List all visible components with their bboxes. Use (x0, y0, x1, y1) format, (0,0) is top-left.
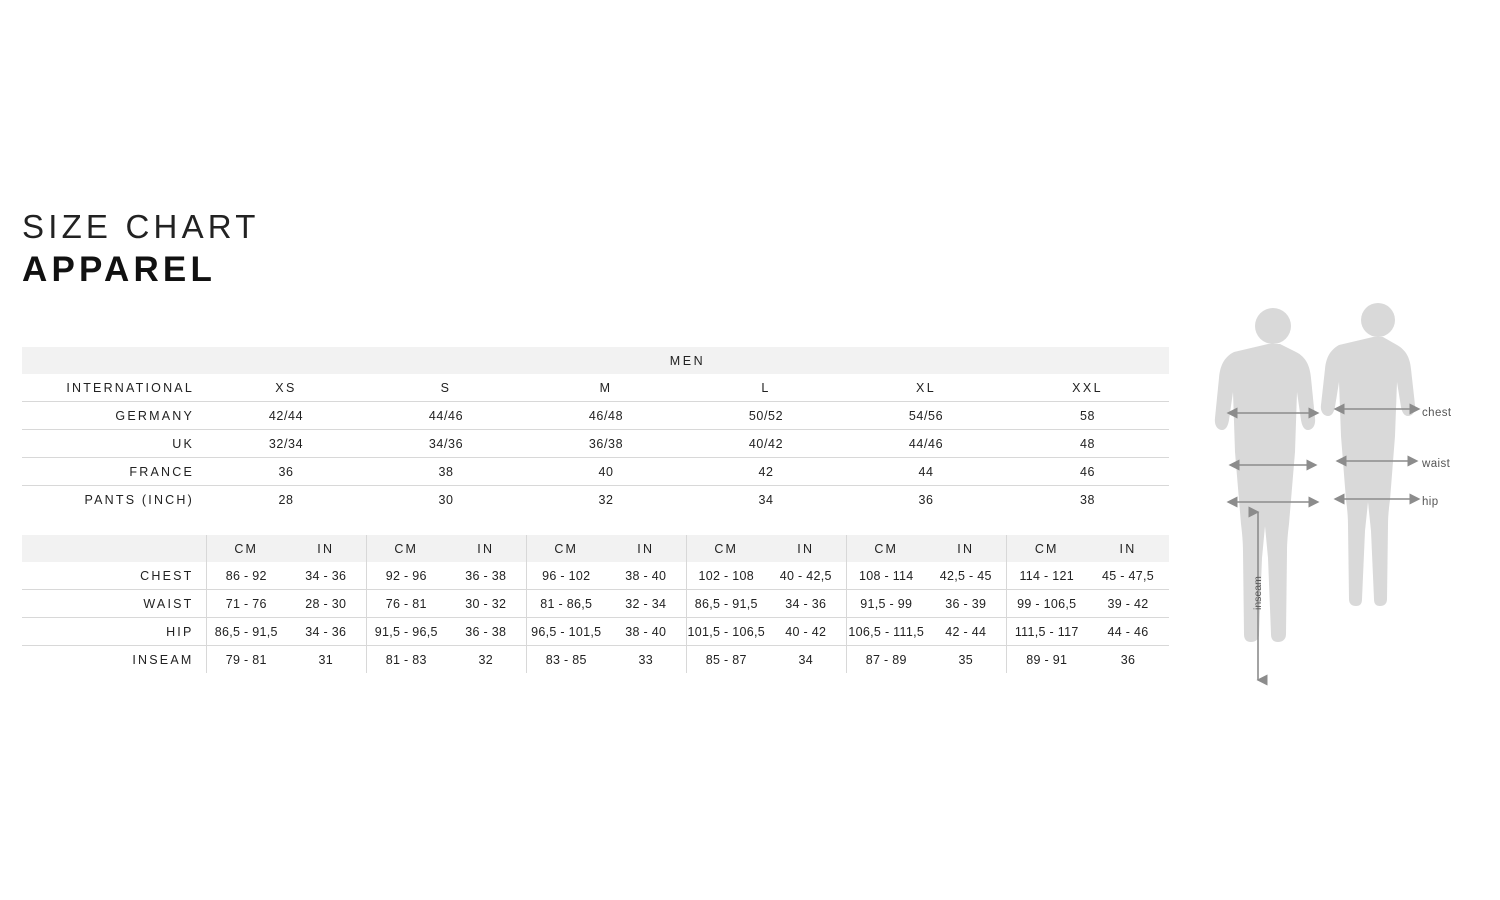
cell-waist-s-cm: 76 - 81 (366, 590, 446, 618)
cell-waist-xxl-in: 39 - 42 (1087, 590, 1169, 618)
cell-international-l: L (686, 374, 846, 402)
cell-france-l: 42 (686, 458, 846, 486)
male-figure-icon (1215, 308, 1315, 642)
cell-hip-xl-cm: 106,5 - 111,5 (846, 618, 926, 646)
cell-inseam-s-cm: 81 - 83 (366, 646, 446, 674)
cell-germany-xxl: 58 (1006, 402, 1169, 430)
cell-france-s: 38 (366, 458, 526, 486)
cell-hip-l-cm: 101,5 - 106,5 (686, 618, 766, 646)
cell-chest-m-cm: 96 - 102 (526, 562, 606, 590)
cell-france-xl: 44 (846, 458, 1006, 486)
measurement-figure (1210, 290, 1490, 710)
cell-hip-xxl-in: 44 - 46 (1087, 618, 1169, 646)
cell-pants-m: 32 (598, 492, 614, 507)
group-header-label: MEN (206, 347, 1169, 374)
table-row (22, 590, 1169, 618)
table-row (22, 430, 1169, 458)
cell-uk-xl: 44/46 (846, 430, 1006, 458)
cell-germany-xs: 42/44 (206, 402, 366, 430)
cell-hip-m-cm: 96,5 - 101,5 (526, 618, 606, 646)
cell-chest-xs-in: 34 - 36 (286, 562, 366, 590)
cell-uk-m: 36/38 (526, 430, 686, 458)
unit-header-spacer (22, 535, 206, 562)
cell-international-m: M (526, 374, 686, 402)
cell-inseam-xxl-cm: 89 - 91 (1006, 646, 1087, 674)
cell-hip-s-in: 36 - 38 (446, 618, 526, 646)
group-header-row (22, 347, 1169, 374)
cell-chest-l-in: 40 - 42,5 (766, 562, 846, 590)
cell-waist-xl-in: 36 - 39 (926, 590, 1006, 618)
cell-inseam-m-in: 33 (638, 652, 653, 667)
unit-header-row (22, 535, 1169, 562)
row-label-france: FRANCE (22, 458, 206, 486)
measurements-table (22, 535, 1169, 673)
cell-waist-m-in: 32 - 34 (606, 590, 686, 618)
cell-hip-xxl-cm: 111,5 - 117 (1006, 618, 1087, 646)
cell-germany-l: 50/52 (686, 402, 846, 430)
female-figure-icon (1321, 303, 1415, 606)
cell-inseam-l-cm: 85 - 87 (686, 646, 766, 674)
cell-chest-s-cm: 92 - 96 (366, 562, 446, 590)
unit-m-cm: CM (526, 535, 606, 562)
waist-label: waist (1422, 458, 1451, 470)
cell-waist-xs-in: 28 - 30 (286, 590, 366, 618)
sizing-table (22, 347, 1169, 513)
cell-waist-xxl-cm: 99 - 106,5 (1006, 590, 1087, 618)
cell-pants-xl: 36 (918, 492, 934, 507)
cell-hip-xs-in: 34 - 36 (286, 618, 366, 646)
title-line-1: SIZE CHART (22, 208, 260, 245)
unit-l-in: IN (766, 535, 846, 562)
size-chart-container (22, 347, 1169, 673)
cell-international-xl: XL (846, 374, 1006, 402)
row-label-hip: HIP (22, 618, 206, 646)
cell-hip-m-in: 38 - 40 (606, 618, 686, 646)
cell-inseam-xl-in: 35 (958, 652, 973, 667)
cell-international-s: S (366, 374, 526, 402)
table-row (22, 618, 1169, 646)
cell-chest-s-in: 36 - 38 (446, 562, 526, 590)
cell-inseam-xl-cm: 87 - 89 (846, 646, 926, 674)
cell-chest-xxl-cm: 114 - 121 (1006, 562, 1087, 590)
row-label-pants-inch: PANTS (INCH) (84, 492, 194, 507)
row-label-international: INTERNATIONAL (22, 374, 206, 402)
unit-s-cm: CM (366, 535, 446, 562)
row-label-germany: GERMANY (22, 402, 206, 430)
cell-inseam-xxl-in: 36 (1120, 652, 1136, 667)
cell-uk-l: 40/42 (686, 430, 846, 458)
cell-hip-s-cm: 91,5 - 96,5 (366, 618, 446, 646)
unit-m-in: IN (606, 535, 686, 562)
cell-germany-s: 44/46 (366, 402, 526, 430)
cell-france-xxl: 46 (1006, 458, 1169, 486)
cell-uk-s: 34/36 (366, 430, 526, 458)
cell-pants-l: 34 (758, 492, 774, 507)
cell-france-xs: 36 (206, 458, 366, 486)
cell-chest-xxl-in: 45 - 47,5 (1087, 562, 1169, 590)
cell-uk-xxl: 48 (1006, 430, 1169, 458)
cell-waist-xs-cm: 71 - 76 (206, 590, 286, 618)
row-label-chest: CHEST (22, 562, 206, 590)
table-row (22, 374, 1169, 402)
chest-label: chest (1422, 407, 1452, 419)
cell-hip-xs-cm: 86,5 - 91,5 (206, 618, 286, 646)
table-row (22, 562, 1169, 590)
table-row (22, 458, 1169, 486)
cell-pants-xs: 28 (278, 492, 294, 507)
cell-inseam-m-cm: 83 - 85 (526, 646, 606, 674)
cell-chest-xl-cm: 108 - 114 (846, 562, 926, 590)
unit-xxl-in: IN (1087, 535, 1169, 562)
cell-hip-l-in: 40 - 42 (766, 618, 846, 646)
unit-xs-cm: CM (206, 535, 286, 562)
cell-waist-s-in: 30 - 32 (446, 590, 526, 618)
row-label-inseam: INSEAM (132, 652, 194, 667)
unit-xxl-cm: CM (1006, 535, 1087, 562)
cell-inseam-xs-in: 31 (318, 652, 333, 667)
title-line-2: APPAREL (22, 249, 217, 289)
cell-waist-xl-cm: 91,5 - 99 (846, 590, 926, 618)
unit-xl-in: IN (926, 535, 1006, 562)
cell-inseam-l-in: 34 (798, 652, 813, 667)
cell-chest-l-cm: 102 - 108 (686, 562, 766, 590)
group-header-spacer (22, 347, 206, 374)
inseam-label: inseam (1252, 576, 1264, 610)
cell-chest-m-in: 38 - 40 (606, 562, 686, 590)
cell-inseam-s-in: 32 (478, 652, 493, 667)
cell-chest-xs-cm: 86 - 92 (206, 562, 286, 590)
cell-pants-xxl: 38 (1079, 492, 1096, 507)
cell-inseam-xs-cm: 79 - 81 (206, 646, 286, 674)
unit-xs-in: IN (286, 535, 366, 562)
unit-xl-cm: CM (846, 535, 926, 562)
cell-uk-xs: 32/34 (206, 430, 366, 458)
page-title (22, 208, 260, 290)
cell-waist-l-in: 34 - 36 (766, 590, 846, 618)
row-label-uk: UK (22, 430, 206, 458)
cell-international-xs: XS (206, 374, 366, 402)
hip-label: hip (1422, 496, 1439, 508)
body-figures-svg (1210, 290, 1490, 710)
cell-chest-xl-in: 42,5 - 45 (926, 562, 1006, 590)
cell-waist-m-cm: 81 - 86,5 (526, 590, 606, 618)
cell-hip-xl-in: 42 - 44 (926, 618, 1006, 646)
cell-germany-xl: 54/56 (846, 402, 1006, 430)
cell-germany-m: 46/48 (526, 402, 686, 430)
unit-l-cm: CM (686, 535, 766, 562)
cell-international-xxl: XXL (1006, 374, 1169, 402)
cell-waist-l-cm: 86,5 - 91,5 (686, 590, 766, 618)
unit-s-in: IN (446, 535, 526, 562)
table-row (22, 486, 1169, 514)
table-row (22, 402, 1169, 430)
cell-france-m: 40 (526, 458, 686, 486)
cell-pants-s: 30 (438, 492, 454, 507)
table-row (22, 646, 1169, 674)
row-label-waist: WAIST (22, 590, 206, 618)
